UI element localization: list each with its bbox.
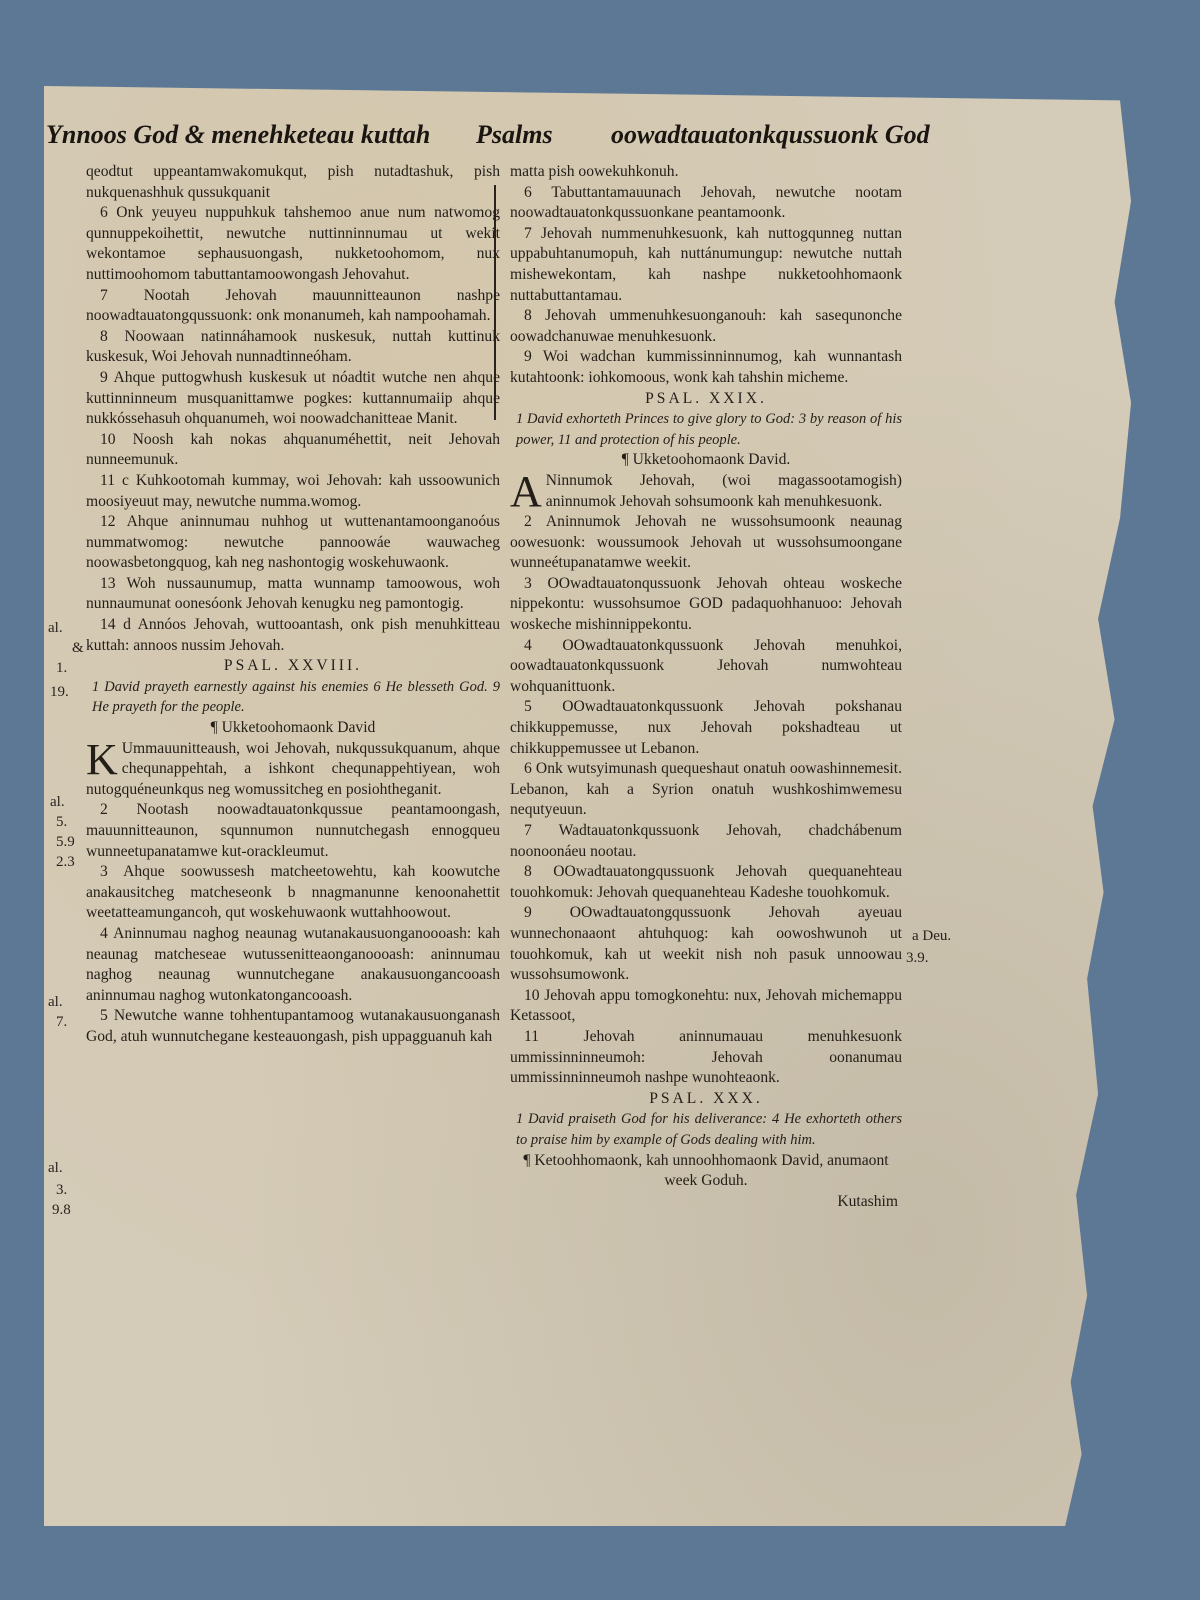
header-left: Ynnoos God & menehketeau kuttah	[46, 120, 431, 149]
verse: 8 Jehovah ummenuhkesuonganouh: kah sasequnonche oowadchanuwae menuhkesuonk.	[510, 307, 902, 345]
verse: 8 OOwadtauatongqussuonk Jehovah quequanehteau touohkomuk: Jehovah quequanehteau Kadeshe touohkomuk.	[510, 863, 902, 901]
verse: 13 Woh nussaunumup, matta wunnamp tamoowous, woh nunnaumunat oonesóonk Jehovah kenugku neg pamontogig.	[86, 574, 500, 613]
right-column	[510, 162, 902, 1212]
psalm-heading: PSAL. XXIX.	[645, 389, 767, 407]
verse: 6 Onk yeuyeu nuppuhkuk tahshemoo anue num natwomog qunnuppekoihettit, newutche nuttinninnumau ut wekit wekontamoe sephausuongash, nukketoohomom, nux nuttimoohomom tabuttantamoowongash Jehovahut.	[86, 204, 500, 283]
verse: 11 c Kuhkootomah kummay, woi Jehovah: kah ussoowunich moosiyeuut may, newutche numma.womog.	[86, 471, 500, 510]
margin-note: 1.	[56, 660, 68, 676]
psalm-heading: PSAL. XXX.	[649, 1089, 763, 1107]
margin-note: 5.	[56, 814, 68, 830]
drop-cap: A	[510, 466, 542, 516]
psalm-argument: 1 David praiseth God for his deliverance: 4 He exhorteth others to praise him by example of Gods dealing with him.	[516, 1111, 902, 1148]
verse: 5 Newutche wanne tohhentupantamoog wutanakausuonganash God, atuh wunnutchegane kesteauongash, pish uppagguanuh kah	[86, 1007, 500, 1045]
verse: 8 Noowaan natinnáhamook nuskesuk, nuttah kuttinuk kuskesuk, Woi Jehovah nunnadtinneóham.	[86, 327, 500, 366]
header-center: Psalms	[476, 120, 553, 149]
left-column	[86, 162, 500, 1048]
margin-note: 9.8	[52, 1202, 71, 1218]
verse: 9 OOwadtauatongqussuonk Jehovah ayeuau wunnechonaaont ahtuhquog: kah oowoshwunoh ut touohkomuk, kah ut weekit nish noh pasuk unnoowau wussohsumowonk.	[510, 904, 902, 984]
psalm-heading: PSAL. XXVIII.	[223, 657, 363, 675]
margin-note: a Deu.	[912, 928, 952, 944]
verse: 7 Wadtauatonkqussuonk Jehovah, chadchábenum noonoonáeu nootau.	[510, 822, 902, 860]
margin-note: 7.	[56, 1014, 68, 1030]
verse: 12 Ahque aninnumau nuhhog ut wuttenantamoonganoóus nummatwomog: newutche pannoowáe wauwacheg noowasbetongquog, kah neg nashontogig woskehuwaonk.	[86, 513, 500, 572]
drop-cap: K	[86, 734, 118, 784]
verse: 2 Nootash noowadtauatonkqussue peantamoongash, mauunnitteaunon, squnnumon nunnutchegash ennogqueu wunneetupanatamwe kut-orackleumut.	[86, 801, 500, 860]
verse: matta pish oowekuhkonuh.	[510, 163, 679, 180]
psalm-superscription: ¶ Ketoohhomaonk, kah unnoohhomaonk David, anumaont week Goduh.	[523, 1151, 889, 1190]
psalm-superscription: ¶ Ukketoohomaonk David	[210, 719, 376, 737]
running-header	[46, 112, 946, 162]
margin-note: al.	[48, 994, 63, 1010]
verse-text: Ummauunitteaush, woi Jehovah, nukqussukquanum, ahque chequnappehtah, a ishkont chequnappehtiyean, woh nutogquéneunkqus neg womussitcheg en posiohtheganit.	[86, 739, 500, 798]
margin-note: al.	[48, 1160, 63, 1176]
verse: 3 OOwadtauatonqussuonk Jehovah ohteau woskeche nippekontu: wussohsumoe GOD padaquohhanuoo: Jehovah woskeche mishinnippekontu.	[510, 574, 902, 634]
verse: 14 d Annóos Jehovah, wuttooantash, onk pish menuhkitteau kuttah: annoos nussim Jehovah.	[86, 616, 500, 654]
margin-note: al.	[48, 620, 63, 636]
psalm-argument: 1 David prayeth earnestly against his enemies 6 He blesseth God. 9 He prayeth for the people.	[92, 678, 500, 716]
verse: 7 Jehovah nummenuhkesuonk, kah nuttogqunneg nuttan uppabuhtanumopuh, kah nuttánumungup: newutche nuttah mishewekontam, kah nashpe nukketoohhomaonk nuttabuttantamau.	[510, 224, 902, 304]
verse: qeodtut uppeantamwakomukqut, pish nutadtashuk, pish nukquenashhuk qussukquanit	[86, 163, 500, 201]
verse	[510, 466, 902, 516]
verse: 5 OOwadtauatonkqussuonk Jehovah pokshanau chikkuppemusse, nux Jehovah pokshadteau ut chikkuppemussee ut Lebanon.	[510, 698, 902, 757]
verse-text: Ninnumok Jehovah, (woi magassootamogish) aninnumok Jehovah sohsumoonk kah menuhkesuonk.	[545, 471, 902, 510]
verse: 9 Ahque puttogwhush kuskesuk ut nóadtit wutche nen ahque kuttinninneum musquanittamwe pogkes: kuttannumaiip ahque nukkóssehasuh ohquanumeh, woi noowadchanitteae Manit.	[86, 368, 500, 428]
verse: 11 Jehovah aninnumauau menuhkesuonk ummissinninneumoh: Jehovah oonanumau ummissinninneumoh nashpe wunohteaonk.	[510, 1027, 902, 1087]
psalm-superscription: ¶ Ukketoohomaonk David.	[621, 451, 791, 469]
psalm-argument: 1 David exhorteth Princes to give glory to God: 3 by reason of his power, 11 and protection of his people.	[516, 411, 902, 448]
header-right: oowadtauatonkqussuonk God	[611, 120, 930, 149]
verse: 6 Tabuttantamauunach Jehovah, newutche nootam noowadtauatonkqussuonkane peantamoonk.	[510, 183, 902, 222]
verse: 3 Ahque soowussesh matcheetowehtu, kah koowutche anakausitcheg matcheseonk b nnagmanunne kenoonahettit weetatteamungancoh, qut woskehuwaonk wuttahhoowout.	[86, 863, 500, 922]
verse: 10 Jehovah appu tomogkonehtu: nux, Jehovah michemappu Ketassoot,	[510, 986, 902, 1025]
margin-note: 2.3	[56, 854, 75, 870]
margin-note: 5.9	[56, 834, 75, 850]
margin-note: 3.	[56, 1182, 68, 1198]
margin-note: 19.	[50, 684, 69, 700]
verse: 9 Woi wadchan kummissinninnumog, kah wunnantash kutahtoonk: iohkomoous, wonk kah tahshin micheme.	[510, 348, 902, 386]
margin-note: al.	[50, 794, 65, 810]
catchword: Kutashim	[837, 1192, 898, 1210]
verse: 6 Onk wutsyimunash quequeshaut onatuh oowashinnemesit. Lebanon, kah a Syrion onatuh wushkoshimwemesu nequtyeuun.	[510, 760, 902, 819]
margin-note: &	[72, 640, 84, 656]
verse: 4 Aninnumau naghog neaunag wutanakausuonganoooash: kah neaunag matcheseae wutussenitteaonganoooash: aninnumau naghog neaunag wunnutchegane anakausuongancooash aninnumau naghog wutonkatongancooash.	[86, 924, 500, 1004]
margin-note: 3.9.	[906, 950, 929, 966]
verse: 10 Noosh kah nokas ahquanuméhettit, neit Jehovah nunneemunuk.	[86, 430, 500, 469]
verse: 2 Aninnumok Jehovah ne wussohsumoonk neaunag oowesuonk: woussumook Jehovah ut wussohsumoongane wunneétupanatamwe weekit.	[510, 513, 902, 572]
verse: 4 OOwadtauatonkqussuonk Jehovah menuhkoi, oowadtauatonkqussuonk Jehovah numwohteau wohquanittuonk.	[510, 636, 902, 695]
verse	[86, 734, 500, 801]
verse: 7 Nootah Jehovah mauunnitteaunon nashpe noowadtauatongqussuonk: onk monanumeh, kah nampoohamah.	[86, 286, 500, 325]
